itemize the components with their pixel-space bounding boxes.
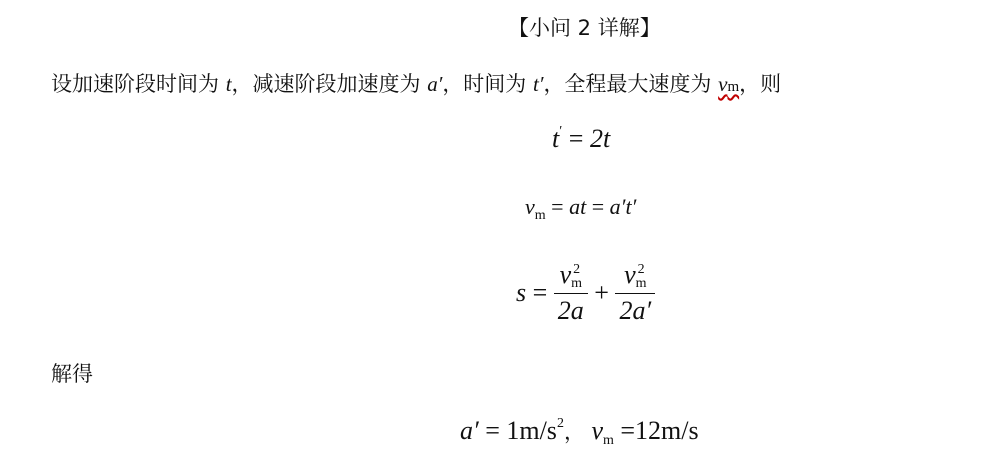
section-heading: 【小问 2 详解】 (508, 16, 661, 40)
equation-2: $v_m$ = at = a′t′ (525, 194, 637, 223)
intro-text-3: ，时间为 (442, 72, 533, 96)
var-vm: vm (718, 72, 740, 96)
intro-sentence (51, 68, 781, 98)
var-t-prime: t′ (533, 72, 544, 96)
equation-1: t′ = 2t (552, 124, 611, 153)
intro-text-5: ，则 (739, 72, 782, 96)
result-equation: $a' = 1m/s^2$， $v_m =12m/s$ (460, 416, 699, 448)
solve-label: 解得 (51, 362, 93, 386)
fraction-1: v 2 m 2a (554, 260, 588, 326)
intro-text-2: ，减速阶段加速度为 (231, 72, 428, 96)
equation-3: s = v 2 m 2a + v 2 m 2a′ (516, 260, 655, 326)
fraction-2: v 2 m 2a′ (615, 260, 655, 326)
intro-text-4: ，全程最大速度为 (543, 72, 719, 96)
var-a-prime: a′ (427, 72, 443, 96)
intro-text-1: 设加速阶段时间为 (51, 72, 226, 96)
var-t: t (225, 72, 232, 96)
